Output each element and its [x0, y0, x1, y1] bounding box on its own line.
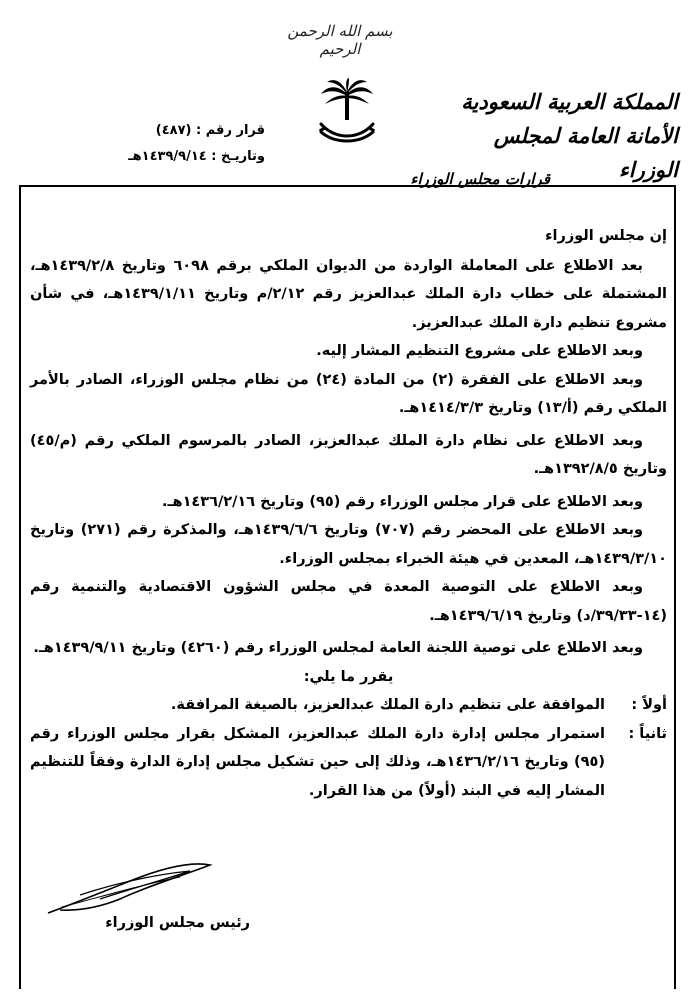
paragraph: وبعد الاطلاع على المحضر رقم (٧٠٧) وتاريخ ١٤٣٩/٦/٦هـ، والمذكرة رقم (٢٧١) وتاريخ ١٤٣٩/٣/١٠هـ، المعدين في هيئة الخبراء بمجلس الوزراء. [30, 522, 667, 567]
addressee: إن مجلس الوزراء [545, 228, 667, 244]
item-number: أولاً : [631, 697, 667, 713]
resolution-item [30, 691, 667, 720]
paragraph: وبعد الاطلاع على توصية اللجنة العامة لمجلس الوزراء رقم (٤٢٦٠) وتاريخ ١٤٣٩/٩/١١هـ. [33, 640, 643, 656]
paragraph: وبعد الاطلاع على مشروع التنظيم المشار إليه. [316, 343, 643, 359]
secretariat-name: الأمانة العامة لمجلس الوزراء [493, 123, 678, 182]
paragraph: وبعد الاطلاع على الفقرة (٢) من المادة (٢٤) من نظام مجلس الوزراء، الصادر بالأمر الملكي رقم (أ/١٣) وتاريخ ١٤١٤/٣/٣هـ. [30, 371, 667, 416]
decision-body [30, 222, 667, 805]
paragraph: وبعد الاطلاع على نظام دارة الملك عبدالعزيز، الصادر بالمرسوم الملكي رقم (م/٤٥) وتاريخ ١٣٩٢/٨/٥هـ. [30, 432, 667, 477]
decisions-label: قرارات مجلس الوزراء [410, 170, 550, 188]
decision-number: قرار رقم : (٤٨٧) [155, 123, 265, 138]
paragraph: بعد الاطلاع على المعاملة الواردة من الديوان الملكي برقم ٦٠٩٨ وتاريخ ١٤٣٩/٢/٨هـ، المشتملة على خطاب دارة الملك عبدالعزيز رقم ٢/١٢/م وتاريخ ١٤٣٩/١/١١هـ، في شأن مشروع تنظيم دارة الملك عبدالعزيز. [30, 257, 667, 331]
signature-icon [40, 855, 230, 920]
palm-and-swords-emblem-icon [315, 78, 379, 148]
resolution-heading: يقرر ما يلي: [303, 668, 394, 685]
resolution-item [30, 720, 667, 806]
basmala: بسم الله الرحمن الرحيم [287, 22, 393, 58]
paragraph: وبعد الاطلاع على قرار مجلس الوزراء رقم (٩٥) وتاريخ ١٤٣٦/٢/١٦هـ. [162, 493, 643, 510]
signer-title: رئيس مجلس الوزراء [105, 915, 250, 931]
paragraph: وبعد الاطلاع على التوصية المعدة في مجلس الشؤون الاقتصادية والتنمية رقم (١٤-٣٩/٣٣/د) وتاريخ ١٤٣٩/٦/١٩هـ. [30, 579, 667, 624]
reference-block [95, 118, 265, 170]
item-number: ثانياً : [628, 725, 667, 742]
decision-date: وتاريـخ : ١٤٣٩/٩/١٤هـ [128, 149, 265, 164]
kingdom-name: المملكة العربية السعودية [461, 89, 678, 114]
item-text: استمرار مجلس إدارة دارة الملك عبدالعزيز، المشكل بقرار مجلس الوزراء رقم (٩٥) وتاريخ ١٤٣٦/٢/١٦هـ، وذلك إلى حين تشكيل مجلس إدارة الدارة وفقاً للتنظيم المشار إليه في البند (أولاً) من هذا القرار. [30, 725, 605, 799]
item-text: الموافقة على تنظيم دارة الملك عبدالعزيز، بالصيغة المرافقة. [170, 697, 605, 713]
